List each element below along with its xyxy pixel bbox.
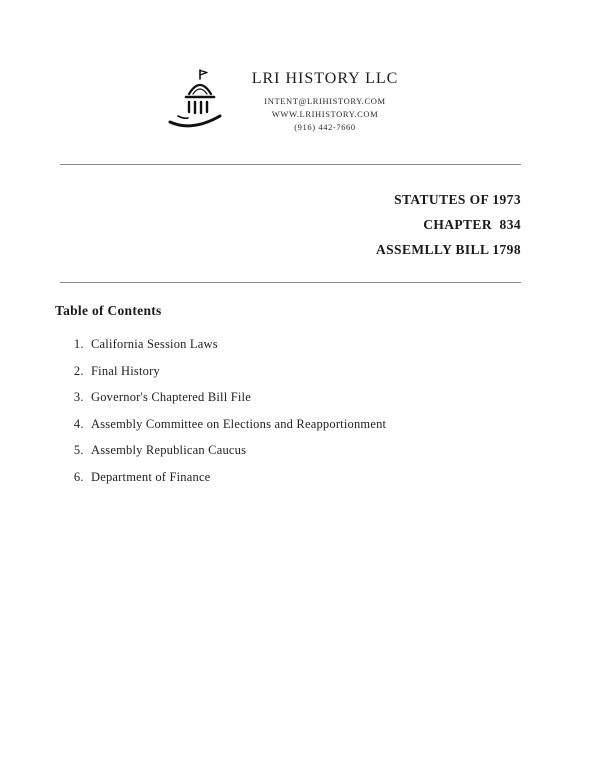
divider-top: [60, 164, 521, 165]
letterhead: [0, 0, 560, 142]
divider-bottom: [60, 282, 521, 283]
statute-line-3: ASSEMLLY BILL 1798: [375, 242, 521, 257]
capitol-logo-icon: [162, 66, 234, 142]
statute-line-2: CHAPTER 834: [423, 217, 521, 232]
contact-block: [252, 64, 399, 134]
toc-item: 2. Final History: [87, 364, 600, 379]
phone-text: (916) 442-7660: [294, 122, 356, 132]
website-text: WWW.LRIHISTORY.COM: [271, 109, 379, 119]
table-of-contents: [55, 303, 600, 485]
company-name: LRI HISTORY LLC: [251, 70, 399, 87]
statute-line-1: STATUTES OF 1973: [394, 192, 521, 207]
toc-item: 4. Assembly Committee on Elections and Reapportionment: [87, 417, 600, 432]
toc-title: Table of Contents: [55, 303, 162, 318]
toc-item: 3. Governor's Chaptered Bill File: [87, 390, 600, 405]
statute-block: [60, 187, 521, 262]
toc-item: 6. Department of Finance: [87, 470, 600, 485]
toc-item: 1. California Session Laws: [87, 337, 600, 352]
toc-item: 5. Assembly Republican Caucus: [87, 443, 600, 458]
email-text: INTENT@LRIHISTORY.COM: [264, 96, 386, 106]
toc-list: [87, 337, 600, 485]
